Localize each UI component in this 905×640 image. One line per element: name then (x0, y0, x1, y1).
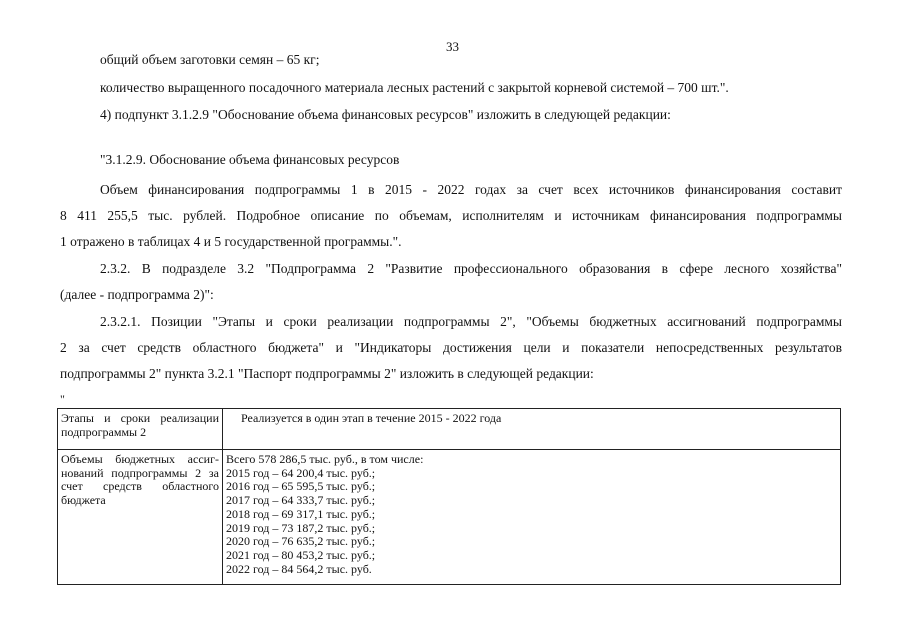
opening-quote-mark: " (60, 392, 65, 406)
budget-line: 2017 год – 64 333,7 тыс. руб.; (226, 493, 376, 508)
table-row (58, 450, 841, 585)
paragraph-line: подпрограммы 2" пункта 3.2.1 "Паспорт подпрограммы 2" изложить в следующей редакции: (60, 366, 594, 381)
budget-line: 2015 год – 64 200,4 тыс. руб.; (226, 465, 376, 480)
section-heading: "3.1.2.9. Обоснование объема финансовых ресурсов (100, 152, 400, 167)
paragraph-line: 2.3.2. В подразделе 3.2 "Подпрограмма 2 "Развитие профессионального образования в сфере лесного хозяйства" (100, 261, 842, 276)
table-cell-value (223, 450, 841, 585)
budget-line: 2016 год – 65 595,5 тыс. руб.; (226, 479, 376, 494)
paragraph-line: (далее - подпрограмма 2)": (60, 287, 214, 302)
paragraph-line: 8 411 255,5 тыс. рублей. Подробное описание по объемам, исполнителям и источникам финансирования подпрограммы (60, 208, 842, 223)
table-row (58, 409, 841, 450)
page-number: 33 (446, 39, 459, 54)
table-cell-label: Объемы бюджетных ассиг-нований подпрограммы 2 за счет средств областного бюджета (58, 450, 223, 585)
budget-line: Всего 578 286,5 тыс. руб., в том числе: (226, 452, 424, 466)
text-line-seeds: общий объем заготовки семян – 65 кг; (100, 52, 320, 67)
budget-line: 2021 год – 80 453,2 тыс. руб.; (226, 547, 376, 562)
table-cell-value: Реализуется в один этап в течение 2015 - 2022 года (223, 409, 841, 450)
budget-line: 2022 год – 84 564,2 тыс. руб. (226, 561, 372, 576)
budget-line: 2019 год – 73 187,2 тыс. руб.; (226, 520, 376, 535)
text-line-seedlings: количество выращенного посадочного материала лесных растений с закрытой корневой системой – 700 шт.". (100, 80, 729, 95)
budget-line: 2018 год – 69 317,1 тыс. руб.; (226, 506, 376, 521)
table-cell-label: Этапы и сроки реализации подпрограммы 2 (58, 409, 223, 450)
paragraph-line: Объем финансирования подпрограммы 1 в 2015 - 2022 годах за счет всех источников финансирования составит (100, 182, 842, 197)
passport-table (57, 408, 841, 585)
paragraph-line: 2.3.2.1. Позиции "Этапы и сроки реализации подпрограммы 2", "Объемы бюджетных ассигнований подпрограммы (100, 314, 842, 329)
budget-line: 2020 год – 76 635,2 тыс. руб.; (226, 534, 376, 549)
paragraph-line: 2 за счет средств областного бюджета" и "Индикаторы достижения цели и показатели непосредственных результатов (60, 340, 842, 355)
paragraph-line: 1 отражено в таблицах 4 и 5 государственной программы.". (60, 234, 402, 249)
text-line-subitem-4: 4) подпункт 3.1.2.9 "Обоснование объема финансовых ресурсов" изложить в следующей редакции: (100, 107, 671, 122)
